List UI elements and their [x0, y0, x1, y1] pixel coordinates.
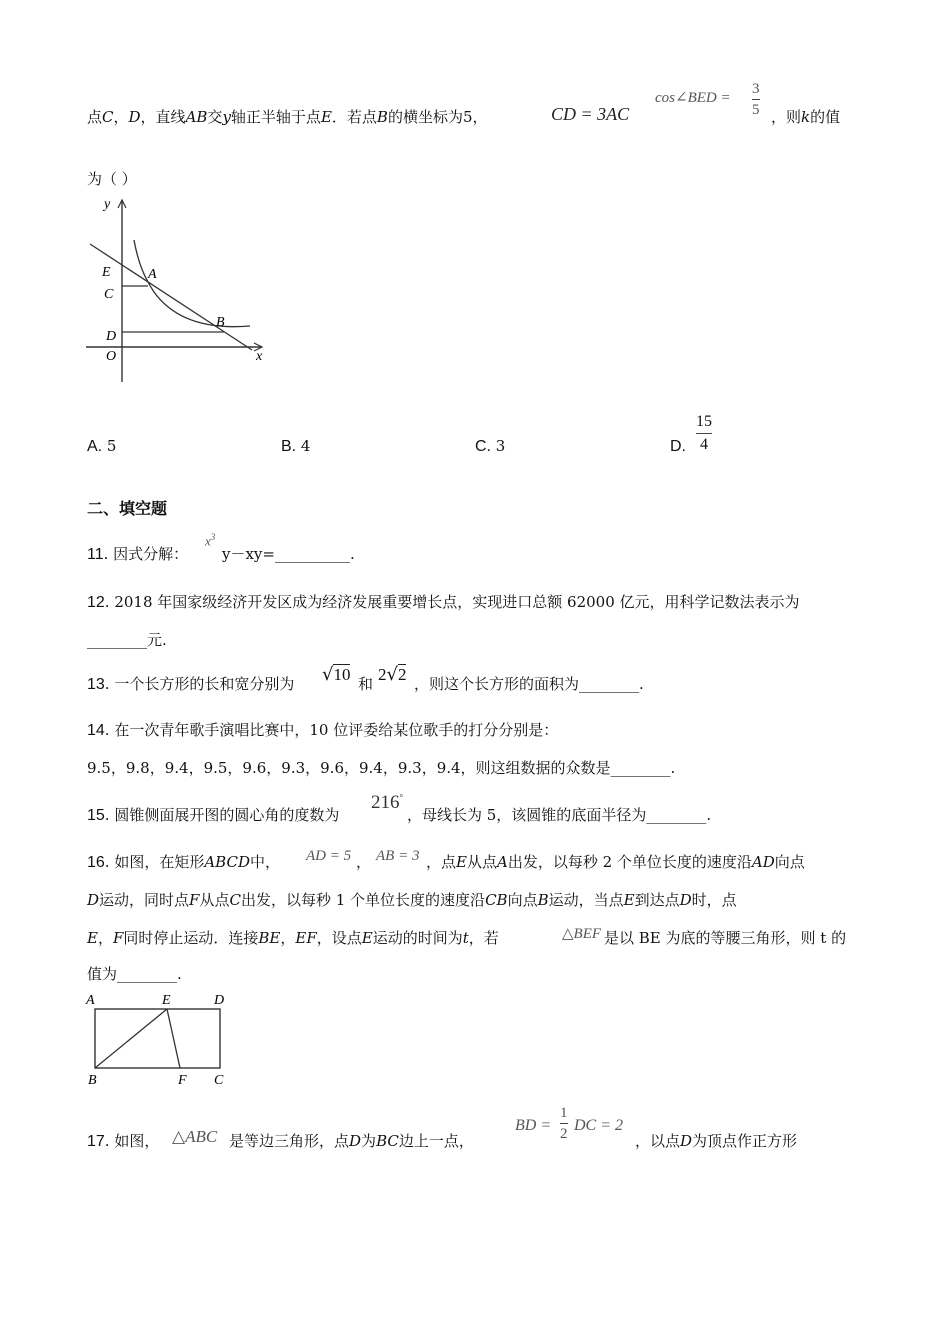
q13-sqrt-10: √10: [322, 664, 351, 685]
math-cos-bed: cos∠BED =: [655, 90, 731, 106]
q17-text-end: ，以点D为顶点作正方形: [635, 1132, 798, 1150]
q17-math-bd: BD =: [515, 1117, 552, 1134]
graph-label-x: x: [256, 349, 263, 364]
rectangle-figure: [82, 988, 242, 1092]
q16-math-ad: AD = 5: [306, 848, 352, 864]
fig16-label-a: A: [86, 993, 95, 1008]
option-a[interactable]: A. 5: [87, 437, 117, 455]
question-16-line-1: 16. 如图，在矩形ABCD中，: [87, 853, 280, 871]
graph-label-e: E: [102, 265, 111, 280]
fig16-label-d: D: [214, 993, 225, 1008]
problem-line-2: 为（ ）: [87, 170, 137, 188]
math-cd-3ac: CD = 3AC: [551, 104, 630, 124]
q17-math-dc: DC = 2: [574, 1117, 624, 1134]
graph-label-y: y: [104, 197, 111, 212]
graph-label-a: A: [148, 267, 157, 282]
graph-label-b: B: [216, 315, 225, 330]
q17-text: 是等边三角形，点D为BC边上一点，: [229, 1132, 474, 1150]
q11-rest: y－xy=__________.: [222, 545, 355, 563]
question-16-line-3: E，F同时停止运动．连接BE，EF，设点E运动的时间为t，若: [87, 929, 499, 947]
q16-line-1-rest: ，点E从点A出发，以每秒 2 个单位长度的速度沿AD向点: [426, 853, 805, 871]
question-14: 14. 在一次青年歌手演唱比赛中，10 位评委给某位歌手的打分分别是：: [87, 721, 559, 739]
q17-fraction-half: 1 2: [560, 1105, 568, 1142]
question-15: 15. 圆锥侧面展开图的圆心角的度数为: [87, 806, 340, 824]
fig16-label-e: E: [162, 993, 171, 1008]
problem-line-1: 点C，D，直线AB交y轴正半轴于点E．若点B的横坐标为5，: [87, 108, 488, 126]
q13-2sqrt2: 2√2: [378, 664, 407, 685]
fig16-label-c: C: [214, 1073, 224, 1088]
q17-math-abc: △ABC: [172, 1127, 218, 1146]
q16-line-3-rest: 是以 BE 为底的等腰三角形，则 t 的: [604, 929, 847, 947]
graph-label-d: D: [106, 329, 117, 344]
fig16-label-f: F: [178, 1073, 187, 1088]
fig16-label-b: B: [88, 1073, 97, 1088]
question-12: 12. 2018 年国家级经济开发区成为经济发展重要增长点，实现进口总额 62000 亿元，用科学记数法表示为: [87, 593, 800, 611]
option-d-fraction: 15 4: [696, 413, 712, 453]
question-11: 11. 因式分解：: [87, 545, 189, 563]
q16-math-bef: △BEF: [562, 926, 602, 942]
option-d[interactable]: D.: [670, 438, 686, 455]
section-heading: 二、填空题: [87, 499, 168, 518]
q15-rest: ，母线长为 5，该圆锥的底面半径为________.: [407, 806, 712, 824]
question-13: 13. 一个长方形的长和宽分别为: [87, 675, 295, 693]
graph-label-c: C: [104, 287, 114, 302]
q15-math-216: 216°: [371, 792, 404, 813]
coordinate-graph: [82, 192, 282, 392]
problem-line-1-end: ，则k的值: [771, 108, 841, 126]
q13-rest: ，则这个长方形的面积为________.: [414, 675, 644, 693]
q11-math-x3: $x^3$: [205, 532, 216, 549]
option-c[interactable]: C. 3: [475, 437, 506, 455]
cos-fraction: 3 5: [752, 81, 760, 118]
q13-and: 和: [358, 675, 374, 693]
question-16-line-2: D运动，同时点F从点C出发，以每秒 1 个单位长度的速度沿CB向点B运动，当点E到达点D时，点: [87, 891, 737, 909]
q12-line-2: ________元.: [87, 631, 167, 649]
q14-line-2: 9.5，9.8，9.4，9.5，9.6，9.3，9.6，9.4，9.3，9.4，则这组数据的众数是________.: [87, 759, 676, 777]
option-b[interactable]: B. 4: [281, 437, 311, 455]
question-17: 17. 如图，: [87, 1132, 160, 1150]
graph-label-o: O: [106, 349, 117, 364]
q16-math-ab: AB = 3: [376, 848, 420, 864]
q16-line-4: 值为________.: [87, 965, 182, 983]
q16-sep: ，: [356, 853, 372, 871]
